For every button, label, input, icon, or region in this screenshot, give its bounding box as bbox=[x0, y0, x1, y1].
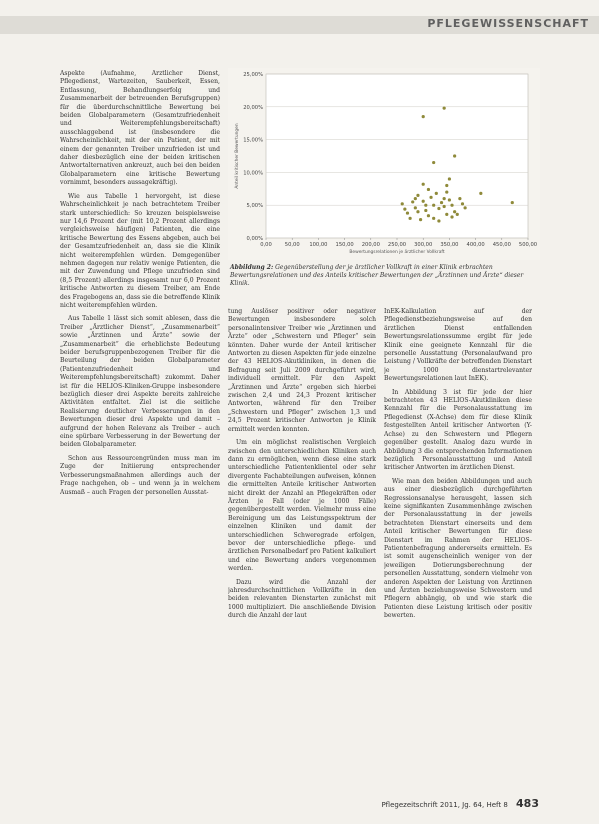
paragraph: InEK-Kalkulation auf der Pflegedienstbeziehungsweise auf den ärztlichen Dienst entfallenden Bewertungsrelationssumme ergibt für jede Klinik eine geeignete Kennzahl für die personelle Ausstattung (Personalaufwand pro Leistung / Vollkräfte der betreffenden Dienstart je 1000 dienstartrelevanter Bewertungsrelationen laut InEK). bbox=[384, 308, 532, 383]
data-point bbox=[448, 198, 451, 201]
data-point bbox=[411, 200, 414, 203]
paragraph: Dazu wird die Anzahl der jahresdurchschnittlichen Vollkräfte in den beiden relevanten Dienstarten zunächst mit 1000 multipliziert. Die anschließende Division durch die Anzahl der laut bbox=[228, 578, 376, 620]
paragraph: Aspekte (Aufnahme, Ärztlicher Dienst, Pflegedienst, Wartezeiten, Sauberkeit, Essen, Entlassung, Behandlungserfolg und Zusammenarbeit der betreuenden Berufsgruppen) für die überdurchschnittliche Bewertung bei beiden Globalparametern (Gesamtzufriedenheit und Weiterempfehlungsbereitschaft) ausschlaggebend ist (insbesondere die Wahrscheinlichkeit, mit der ein Patient, der mit einem der genannten Treiber unzufrieden ist und daher diesbezüglich eine der beiden kritischen Antwortalternativen ankreuzt, auch bei den beiden Globalparametern eine kritische Bewertung vornimmt, besonders aussagekräftig). bbox=[60, 70, 220, 187]
x-tick-label: 200,00 bbox=[361, 242, 380, 248]
caption-text: Gegenüberstellung der je ärztlicher Vollkraft in einer Klinik erbrachten Bewertungsrelationen und des Anteils kritischer Bewertungen der „Ärztinnen und Ärzte“ dieser Klinik. bbox=[230, 264, 524, 287]
data-point bbox=[443, 205, 446, 208]
x-tick-label: 250,00 bbox=[387, 242, 407, 248]
data-point bbox=[437, 219, 440, 222]
data-point bbox=[416, 194, 419, 197]
data-point bbox=[443, 197, 446, 200]
text-column-left bbox=[60, 70, 220, 790]
data-point bbox=[432, 161, 435, 164]
text-column-right bbox=[384, 308, 532, 798]
data-point bbox=[440, 201, 443, 204]
data-point bbox=[453, 210, 456, 213]
text-column-middle bbox=[228, 308, 376, 798]
section-title: PFLEGEWISSENSCHAFT bbox=[427, 17, 589, 30]
x-tick-label: 450,00 bbox=[492, 242, 511, 248]
plot-area bbox=[266, 74, 528, 238]
data-point bbox=[427, 188, 430, 191]
data-point bbox=[458, 197, 461, 200]
y-tick-label: 5,00% bbox=[246, 203, 263, 210]
paragraph: tung Auslöser positiver oder negativer Bewertungen insbesondere solch personalintensiver Treiber wie „Ärztinnen und Ärzte“ oder „Schwestern und Pfleger“ sein könnten. Daher wurde der Anteil kritischer Antworten zu diesen Aspekten für jede einzelne der 43 HELIOS-Akutkliniken, in denen die Befragung seit Juli 2009 durchgeführt wird, individuell ermittelt. Für den Aspekt „Ärztinnen und Ärzte“ ergeben sich hierbei zwischen 2,4 und 24,3 Prozent kritischer Antworten, während für den Treiber „Schwestern und Pfleger“ zwischen 1,3 und 24,5 Prozent kritischer Antworten je Klinik ermittelt werden konnten. bbox=[228, 308, 376, 433]
data-point bbox=[409, 217, 412, 220]
data-point bbox=[403, 208, 406, 211]
paragraph: Um ein möglichst realistischen Vergleich zwischen den unterschiedlichen Kliniken auch dann zu ermöglichen, wenn diese eine stark unterschiedliche Patientenklientel oder sehr divergente Fachabteilungen aufweisen, können die ermittelten Anteile kritischer Antworten nicht direkt der Anzahl an Pflegekräften oder Ärzten je Fall (oder je 1000 Fälle) gegenübergestellt werden. Vielmehr muss eine Bereinigung um das Leistungsspektrum der einzelnen Kliniken und damit der unterschiedlichen Schweregrade erfolgen, bevor der unterschiedliche pflege- und ärztlichen Personalbedarf pro Patient kalkuliert und eine Bewertung anders vorgenommen werden. bbox=[228, 439, 376, 573]
data-point bbox=[432, 217, 435, 220]
data-point bbox=[443, 107, 446, 110]
x-axis-label: Bewertungsrelationen je ärztlicher Vollkraft bbox=[349, 250, 445, 255]
data-point bbox=[445, 190, 448, 193]
page-number: 483 bbox=[516, 797, 539, 810]
paragraph: In Abbildung 3 ist für jede der hier betrachteten 43 HELIOS-Akutkliniken diese Kennzahl für die Personalausstattung im Pflegedienst (X-Achse) dem für diese Klinik festgestellten Anteil kritischer Antworten (Y-Achse) zu den Schwestern und Pflegern gegenüber gestellt. Analog dazu wurde in Abbildung 3 die entsprechenden Informationen bezüglich Personalausstattung und Anteil kritischer Antworten im ärztlichen Dienst. bbox=[384, 388, 532, 472]
data-point bbox=[511, 201, 514, 204]
data-point bbox=[435, 192, 438, 195]
data-point bbox=[422, 115, 425, 118]
paragraph: Wie man den beiden Abbildungen und auch aus einer diesbezüglich durchgeführten Regressionsanalyse herausgeht, lassen sich keine signifikanten Zusammenhänge zwischen der Personalausstattung in der jeweils betrachteten Dienstart einerseits und dem Anteil kritischer Bewertungen für diese Dienstart im Rahmen der HELIOS-Patientenbefragung andererseits ermitteln. Es ist somit augenscheinlich weniger von der jeweiligen Dotierungsberechnung der personellen Ausstattung, sondern vielmehr von anderen Aspekten der Leistung von Ärztinnen und Ärzten beziehungsweise Schwestern und Pflegern abhängig, ob und wie stark die Patienten diese Leistung kritisch oder positiv bewerten. bbox=[384, 477, 532, 620]
data-point bbox=[424, 204, 427, 207]
data-point bbox=[422, 200, 425, 203]
data-point bbox=[414, 197, 417, 200]
data-point bbox=[450, 215, 453, 218]
data-point bbox=[414, 206, 417, 209]
data-point bbox=[424, 209, 427, 212]
scatter-chart bbox=[228, 68, 540, 260]
data-point bbox=[429, 196, 432, 199]
x-tick-label: 400,00 bbox=[466, 242, 485, 248]
data-point bbox=[427, 214, 430, 217]
x-tick-label: 150,00 bbox=[335, 242, 354, 248]
data-point bbox=[437, 207, 440, 210]
y-tick-label: 10,00% bbox=[243, 170, 263, 177]
data-point bbox=[406, 211, 409, 214]
data-point bbox=[432, 204, 435, 207]
data-point bbox=[422, 183, 425, 186]
data-point bbox=[464, 206, 467, 209]
data-point bbox=[401, 202, 404, 205]
y-tick-label: 25,00% bbox=[243, 72, 263, 78]
y-tick-label: 0,00% bbox=[246, 236, 263, 242]
data-point bbox=[456, 213, 459, 216]
caption-label: Abbildung 2: bbox=[230, 264, 274, 271]
x-tick-label: 500,00 bbox=[518, 242, 538, 248]
y-tick-label: 15,00% bbox=[243, 137, 263, 144]
data-point bbox=[416, 210, 419, 213]
data-point bbox=[461, 202, 464, 205]
data-point bbox=[419, 218, 422, 221]
data-point bbox=[445, 213, 448, 216]
data-point bbox=[450, 204, 453, 207]
page-footer bbox=[381, 797, 539, 810]
data-point bbox=[445, 184, 448, 187]
data-point bbox=[479, 192, 482, 195]
y-axis-label: Anteil kritischer Bewertungen bbox=[235, 123, 240, 189]
figure-caption bbox=[230, 264, 530, 288]
paragraph: Wie aus Tabelle 1 hervorgeht, ist diese Wahrscheinlichkeit je nach betrachtetem Treiber stark unterschiedlich: So kreuzen beispielsweise nur 14,6 Prozent der (mit 10,2 Prozent allerdings vergleichsweise häufigen) Patienten, die eine kritische Bewertung des Essens abgeben, auch bei der Gesamtzufriedenheit an, dass sie die Klinik nicht weiterempfehlen würden. Demgegenüber nehmen dagegen nur relativ wenige Patienten, die mit der Zuwendung und Pflege unzufrieden sind (8,5 Prozent) allerdings insgesamt nur 6,0 Prozent kritische Antworten zu diesem Treiber, am Ende des Fragebogens an, dass sie die betreffende Klinik nicht weiterempfehlen würden. bbox=[60, 192, 220, 309]
x-tick-label: 50,00 bbox=[284, 242, 300, 248]
x-tick-label: 0,00 bbox=[260, 242, 272, 248]
x-tick-label: 300,00 bbox=[414, 242, 433, 248]
x-tick-label: 350,00 bbox=[440, 242, 459, 248]
data-point bbox=[448, 177, 451, 180]
x-tick-label: 100,00 bbox=[309, 242, 328, 248]
y-tick-label: 20,00% bbox=[243, 104, 263, 111]
paragraph: Schon aus Ressourcengründen muss man im Zuge der Initiierung entsprechender Verbesserungsmaßnahmen allerdings auch der Frage nachgehen, ob – und wenn ja in welchem Ausmaß – auch Fragen der personellen Ausstat- bbox=[60, 454, 220, 496]
paragraph: Aus Tabelle 1 lässt sich somit ablesen, dass die Treiber „Ärztlicher Dienst“, „Zusammenarbeit“ sowie „Ärztinnen und Ärzte“ sowie der „Zusammenarbeit“ die erheblichste Bedeutung beider berufsgruppenbezogenen Treiber für die Beurteilung der beiden Globalparameter (Patientenzufriedenheit und Weiterempfehlungsbereitschaft) zukommt. Daher ist für die HELIOS-Kliniken-Gruppe insbesondere bezüglich dieser drei Aspekte bereits zahlreiche Aktivitäten entfaltet. Ziel ist die seitliche Realisierung deutlicher Verbesserungen in den Bewertungen dieser drei Aspekte und damit – aufgrund der hohen Relevanz als Treiber – auch eine spürbare Verbesserung in der Bewertung der beiden Globalparameter. bbox=[60, 315, 220, 449]
journal-info: Pflegezeitschrift 2011, Jg. 64, Heft 8 bbox=[381, 801, 508, 809]
data-point bbox=[453, 154, 456, 157]
